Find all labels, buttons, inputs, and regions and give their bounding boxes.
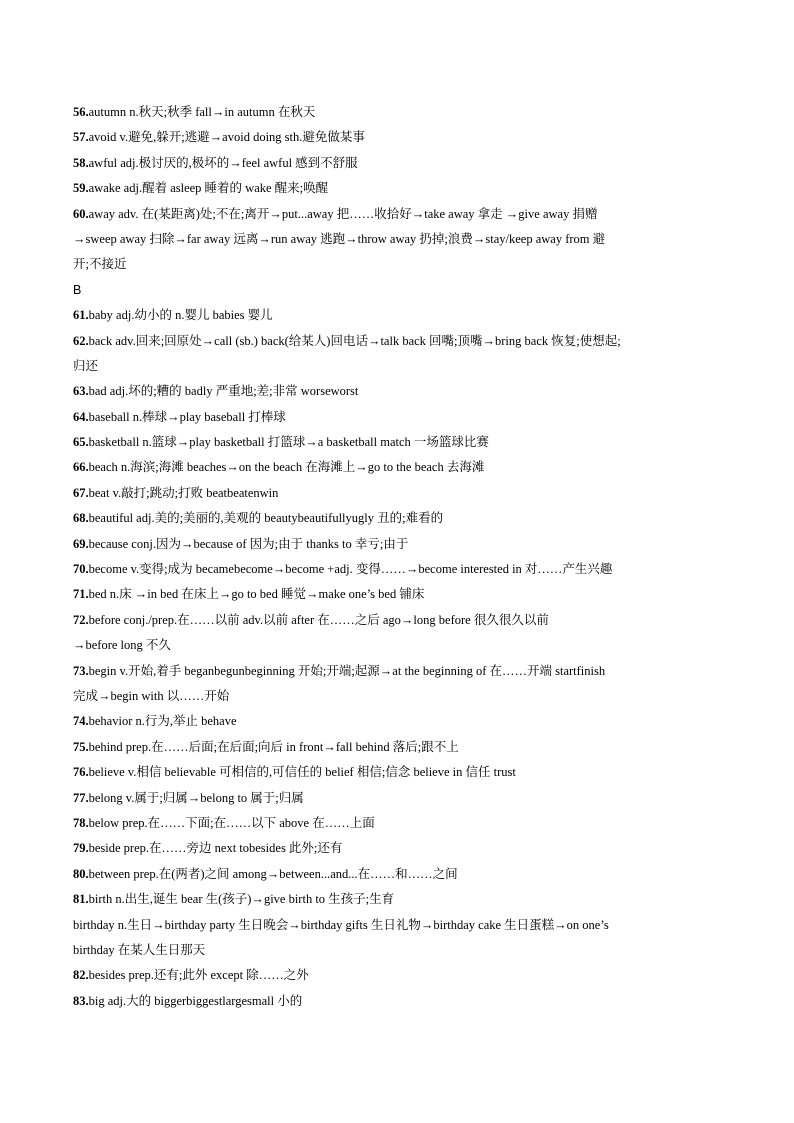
vocab-line bbox=[73, 786, 723, 811]
entry-text: →before long 不久 bbox=[73, 638, 171, 653]
entry-text: bad adj.坏的;糟的 badly 严重地;差;非常 worseworst bbox=[88, 384, 359, 399]
entry-text: 开;不接近 bbox=[73, 257, 127, 272]
entry-text: behind prep.在……后面;在后面;向后 in front→fall behind 落后;跟不上 bbox=[88, 739, 459, 754]
entry-number: 71. bbox=[73, 587, 89, 602]
entry-number: 56. bbox=[73, 105, 89, 119]
entry-text: believe v.相信 believable 可相信的,可信任的 belief 相信;信念 believe in 信任 trust bbox=[88, 765, 516, 780]
entry-text: autumn n.秋天;秋季 fall→in autumn 在秋天 bbox=[88, 105, 316, 119]
vocab-line bbox=[73, 379, 723, 404]
entry-number: 79. bbox=[73, 841, 89, 856]
vocab-line bbox=[73, 202, 723, 227]
vocab-line bbox=[73, 811, 723, 836]
vocab-line bbox=[73, 963, 723, 988]
entry-number: 81. bbox=[73, 892, 89, 907]
vocab-line bbox=[73, 506, 723, 531]
entry-number: 65. bbox=[73, 435, 89, 450]
entry-text: big adj.大的 biggerbiggestlargesmall 小的 bbox=[88, 993, 303, 1008]
entry-number: 58. bbox=[73, 155, 89, 170]
entry-text: between prep.在(两者)之间 among→between...and...在……和……之间 bbox=[88, 866, 458, 881]
vocab-line bbox=[73, 176, 723, 201]
entry-text: become v.变得;成为 becamebecome→become +adj. 变得……→become interested in 对……产生兴趣 bbox=[88, 562, 613, 577]
entry-number: 72. bbox=[73, 612, 89, 627]
vocab-line bbox=[73, 532, 723, 557]
entry-number: 77. bbox=[73, 790, 89, 805]
vocab-line bbox=[73, 252, 723, 277]
vocab-line bbox=[73, 709, 723, 734]
entry-number: 64. bbox=[73, 409, 89, 424]
vocab-line bbox=[73, 862, 723, 887]
entry-text: birthday n.生日→birthday party 生日晚会→birthday gifts 生日礼物→birthday cake 生日蛋糕→on one’s bbox=[73, 917, 609, 932]
entry-text: below prep.在……下面;在……以下 above 在……上面 bbox=[88, 815, 375, 830]
vocab-line bbox=[73, 481, 723, 506]
entry-text: awake adj.醒着 asleep 睡着的 wake 醒来;唤醒 bbox=[88, 181, 329, 196]
entry-text: back adv.回来;回原处→call (sb.) back(给某人)回电话→talk back 回嘴;顶嘴→bring back 恢复;使想起; bbox=[88, 333, 621, 348]
entry-number: 82. bbox=[73, 968, 89, 983]
entry-number: 73. bbox=[73, 663, 89, 678]
vocab-line bbox=[73, 659, 723, 684]
vocab-line bbox=[73, 735, 723, 760]
vocab-line bbox=[73, 405, 723, 430]
entry-number: 69. bbox=[73, 536, 89, 551]
entry-number: 67. bbox=[73, 485, 89, 500]
vocabulary-list bbox=[73, 100, 723, 1014]
entry-text: 完成→begin with 以……开始 bbox=[73, 688, 230, 703]
vocab-line bbox=[73, 329, 723, 354]
vocab-line bbox=[73, 557, 723, 582]
entry-text: besides prep.还有;此外 except 除……之外 bbox=[88, 968, 309, 983]
entry-number: 59. bbox=[73, 181, 89, 196]
entry-text: baby adj.幼小的 n.婴儿 babies 婴儿 bbox=[88, 308, 273, 323]
vocab-line bbox=[73, 608, 723, 633]
entry-number: 78. bbox=[73, 815, 89, 830]
entry-text: behavior n.行为,举止 behave bbox=[88, 714, 237, 729]
entry-text: beat v.敲打;跳动;打败 beatbeatenwin bbox=[88, 485, 279, 500]
vocab-line bbox=[73, 887, 723, 912]
entry-number: 68. bbox=[73, 511, 89, 526]
vocab-line bbox=[73, 684, 723, 709]
entry-text: beside prep.在……旁边 next tobesides 此外;还有 bbox=[88, 841, 343, 856]
section-header bbox=[73, 278, 723, 303]
vocab-line bbox=[73, 633, 723, 658]
entry-text: birth n.出生,诞生 bear 生(孩子)→give birth to 生孩子;生育 bbox=[88, 892, 395, 907]
entry-text: beautiful adj.美的;美丽的,美观的 beautybeautifullyugly 丑的;难看的 bbox=[88, 511, 444, 526]
entry-number: 80. bbox=[73, 866, 89, 881]
entry-number: 74. bbox=[73, 714, 89, 729]
vocab-line bbox=[73, 151, 723, 176]
entry-number: 57. bbox=[73, 130, 89, 145]
entry-number: 60. bbox=[73, 206, 89, 221]
entry-text: avoid v.避免,躲开;逃避→avoid doing sth.避免做某事 bbox=[88, 130, 365, 145]
vocab-line bbox=[73, 989, 723, 1014]
entry-text: because conj.因为→because of 因为;由于 thanks to 幸亏;由于 bbox=[88, 536, 409, 551]
entry-text: 归还 bbox=[73, 358, 99, 373]
entry-text: basketball n.篮球→play basketball 打篮球→a basketball match 一场篮球比赛 bbox=[88, 435, 489, 450]
entry-text: B bbox=[73, 282, 82, 297]
entry-text: →sweep away 扫除→far away 远离→run away 逃跑→throw away 扔掉;浪费→stay/keep away from 避 bbox=[73, 231, 606, 246]
entry-text: bed n.床 →in bed 在床上→go to bed 睡觉→make one’s bed 铺床 bbox=[88, 587, 425, 602]
vocab-line bbox=[73, 938, 723, 963]
entry-text: awful adj.极讨厌的,极坏的→feel awful 感到不舒服 bbox=[88, 155, 358, 170]
vocab-line bbox=[73, 760, 723, 785]
entry-text: baseball n.棒球→play baseball 打棒球 bbox=[88, 409, 286, 424]
entry-text: beach n.海滨;海滩 beaches→on the beach 在海滩上→go to the beach 去海滩 bbox=[88, 460, 485, 475]
vocab-line bbox=[73, 455, 723, 480]
entry-number: 75. bbox=[73, 739, 89, 754]
vocab-line bbox=[73, 303, 723, 328]
vocab-line bbox=[73, 430, 723, 455]
entry-number: 66. bbox=[73, 460, 89, 475]
entry-text: away adv. 在(某距离)处;不在;离开→put...away 把……收拾好→take away 拿走 →give away 捐赠 bbox=[88, 206, 598, 221]
entry-text: belong v.属于;归属→belong to 属于;归属 bbox=[88, 790, 304, 805]
vocab-line bbox=[73, 125, 723, 150]
vocab-line bbox=[73, 354, 723, 379]
vocab-line bbox=[73, 913, 723, 938]
entry-text: before conj./prep.在……以前 adv.以前 after 在……之后 ago→long before 很久很久以前 bbox=[88, 612, 549, 627]
vocab-line bbox=[73, 227, 723, 252]
entry-number: 76. bbox=[73, 765, 89, 780]
entry-number: 61. bbox=[73, 308, 89, 323]
entry-text: birthday 在某人生日那天 bbox=[73, 942, 206, 957]
entry-text: begin v.开始,着手 beganbegunbeginning 开始;开端;起源→at the beginning of 在……开端 startfinish bbox=[88, 663, 606, 678]
vocab-line bbox=[73, 836, 723, 861]
entry-number: 83. bbox=[73, 993, 89, 1008]
vocab-line bbox=[73, 582, 723, 607]
vocab-line bbox=[73, 100, 723, 125]
entry-number: 63. bbox=[73, 384, 89, 399]
entry-number: 70. bbox=[73, 562, 89, 577]
entry-number: 62. bbox=[73, 333, 89, 348]
